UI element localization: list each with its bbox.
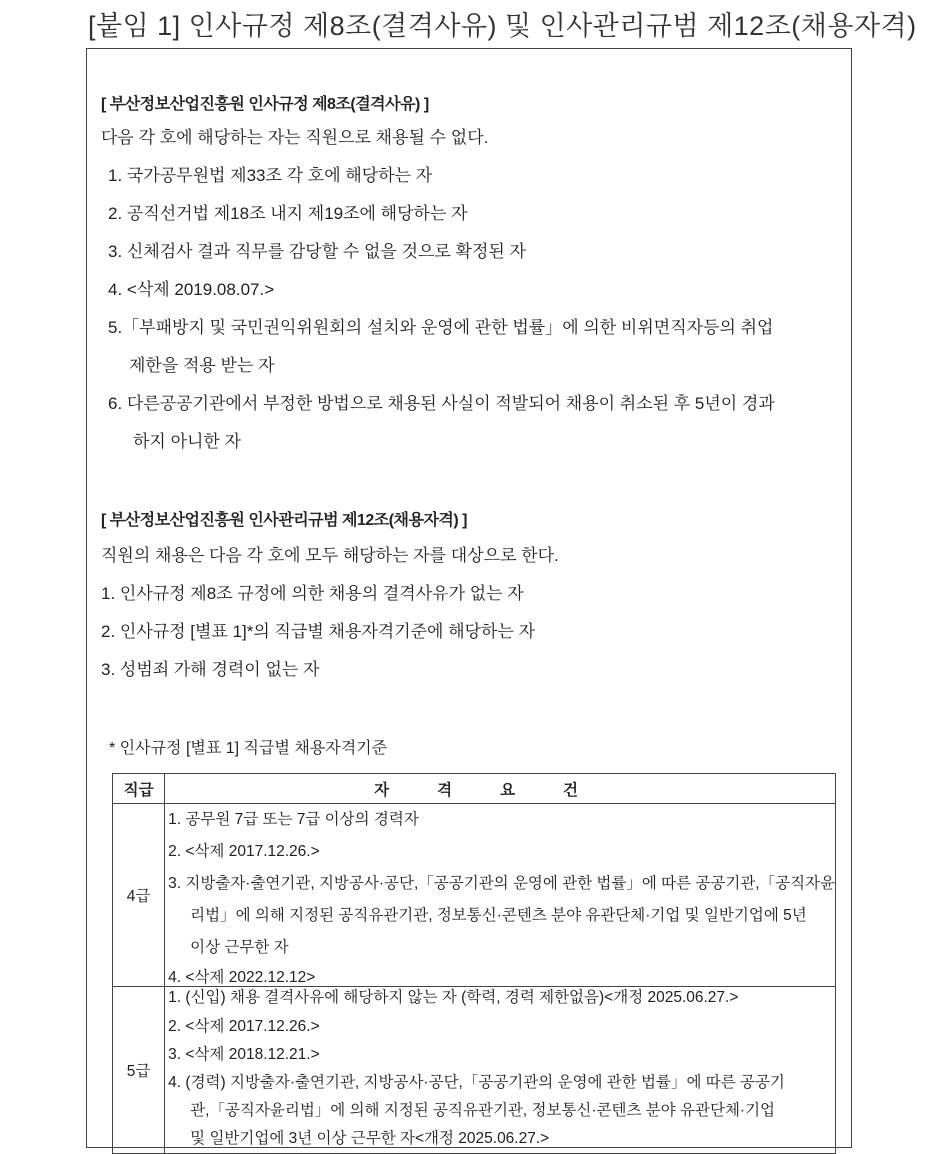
section1-item-2: 2. 공직선거법 제18조 내지 제19조에 해당하는 자 — [108, 204, 468, 223]
section2-item-1: 1. 인사규정 제8조 규정에 의한 채용의 결격사유가 없는 자 — [101, 584, 524, 603]
req-line: 3. 지방출자·출연기관, 지방공사·공단,「공공기관의 운영에 관한 법률」에 따른 공공기관,「공직자윤 — [168, 875, 835, 892]
req-line: 이상 근무한 자 — [190, 939, 289, 956]
requirements-cell — [165, 987, 836, 1154]
grade-cell: 4급 — [113, 804, 165, 987]
req-line: 2. <삭제 2017.12.26.> — [168, 1018, 320, 1035]
section1-item-6-cont: 하지 아니한 자 — [133, 432, 241, 451]
req-line: 리법」에 의해 지정된 공직유관기관, 정보통신·콘텐츠 분야 유관단체·기업 및 일반기업에 5년 — [190, 907, 807, 924]
section1-item-1: 1. 국가공무원법 제33조 각 호에 해당하는 자 — [108, 166, 433, 185]
section1-item-4: 4. <삭제 2019.08.07.> — [108, 280, 275, 299]
section2-item-3: 3. 성범죄 가해 경력이 없는 자 — [101, 660, 320, 679]
table-row-5grade — [113, 987, 836, 1154]
section1-item-3: 3. 신체검사 결과 직무를 감당할 수 없을 것으로 확정된 자 — [108, 242, 526, 261]
table-note: * 인사규정 [별표 1] 직급별 채용자격기준 — [109, 740, 388, 757]
grade-cell: 5급 — [113, 987, 165, 1154]
content-box — [86, 48, 852, 1148]
section2-intro: 직원의 채용은 다음 각 호에 모두 해당하는 자를 대상으로 한다. — [101, 546, 559, 565]
section1-intro: 다음 각 호에 해당하는 자는 직원으로 채용될 수 없다. — [101, 128, 489, 147]
section2-item-2: 2. 인사규정 [별표 1]*의 직급별 채용자격기준에 해당하는 자 — [101, 622, 536, 641]
req-line: 3. <삭제 2018.12.21.> — [168, 1046, 320, 1063]
document-title: [붙임 1] 인사규정 제8조(결격사유) 및 인사관리규범 제12조(채용자격) — [88, 11, 917, 41]
req-line: 관,「공직자윤리법」에 의해 지정된 공직유관기관, 정보통신·콘텐츠 분야 유관단체·기업 — [190, 1102, 776, 1119]
req-line: 4. (경력) 지방출자·출연기관, 지방공사·공단,「공공기관의 운영에 관한 법률」에 따른 공공기 — [168, 1074, 785, 1091]
req-line: 및 일반기업에 3년 이상 근무한 자<개정 2025.06.27.> — [190, 1130, 550, 1147]
req-line: 1. (신입) 채용 결격사유에 해당하지 않는 자 (학력, 경력 제한없음)<개정 2025.06.27.> — [168, 989, 739, 1006]
section1-heading: [ 부산정보산업진흥원 인사규정 제8조(결격사유) ] — [101, 96, 429, 113]
section1-item-5-cont: 제한을 적용 받는 자 — [129, 356, 275, 375]
requirements-cell — [165, 804, 836, 987]
table-row-4grade — [113, 804, 836, 987]
qualification-table — [112, 773, 836, 1154]
header-grade: 직급 — [113, 774, 165, 804]
req-line: 1. 공무원 7급 또는 7급 이상의 경력자 — [168, 811, 419, 828]
table-header-row — [113, 774, 836, 804]
header-requirements: 자격요건 — [165, 774, 836, 804]
section1-item-6: 6. 다른공공기관에서 부정한 방법으로 채용된 사실이 적발되어 채용이 취소된 후 5년이 경과 — [108, 394, 775, 413]
req-line: 2. <삭제 2017.12.26.> — [168, 843, 320, 860]
req-line: 4. <삭제 2022.12.12> — [168, 969, 316, 986]
section2-heading: [ 부산정보산업진흥원 인사관리규범 제12조(채용자격) ] — [101, 512, 467, 529]
section1-item-5: 5.「부패방지 및 국민권익위원회의 설치와 운영에 관한 법률」에 의한 비위면직자등의 취업 — [108, 318, 774, 337]
